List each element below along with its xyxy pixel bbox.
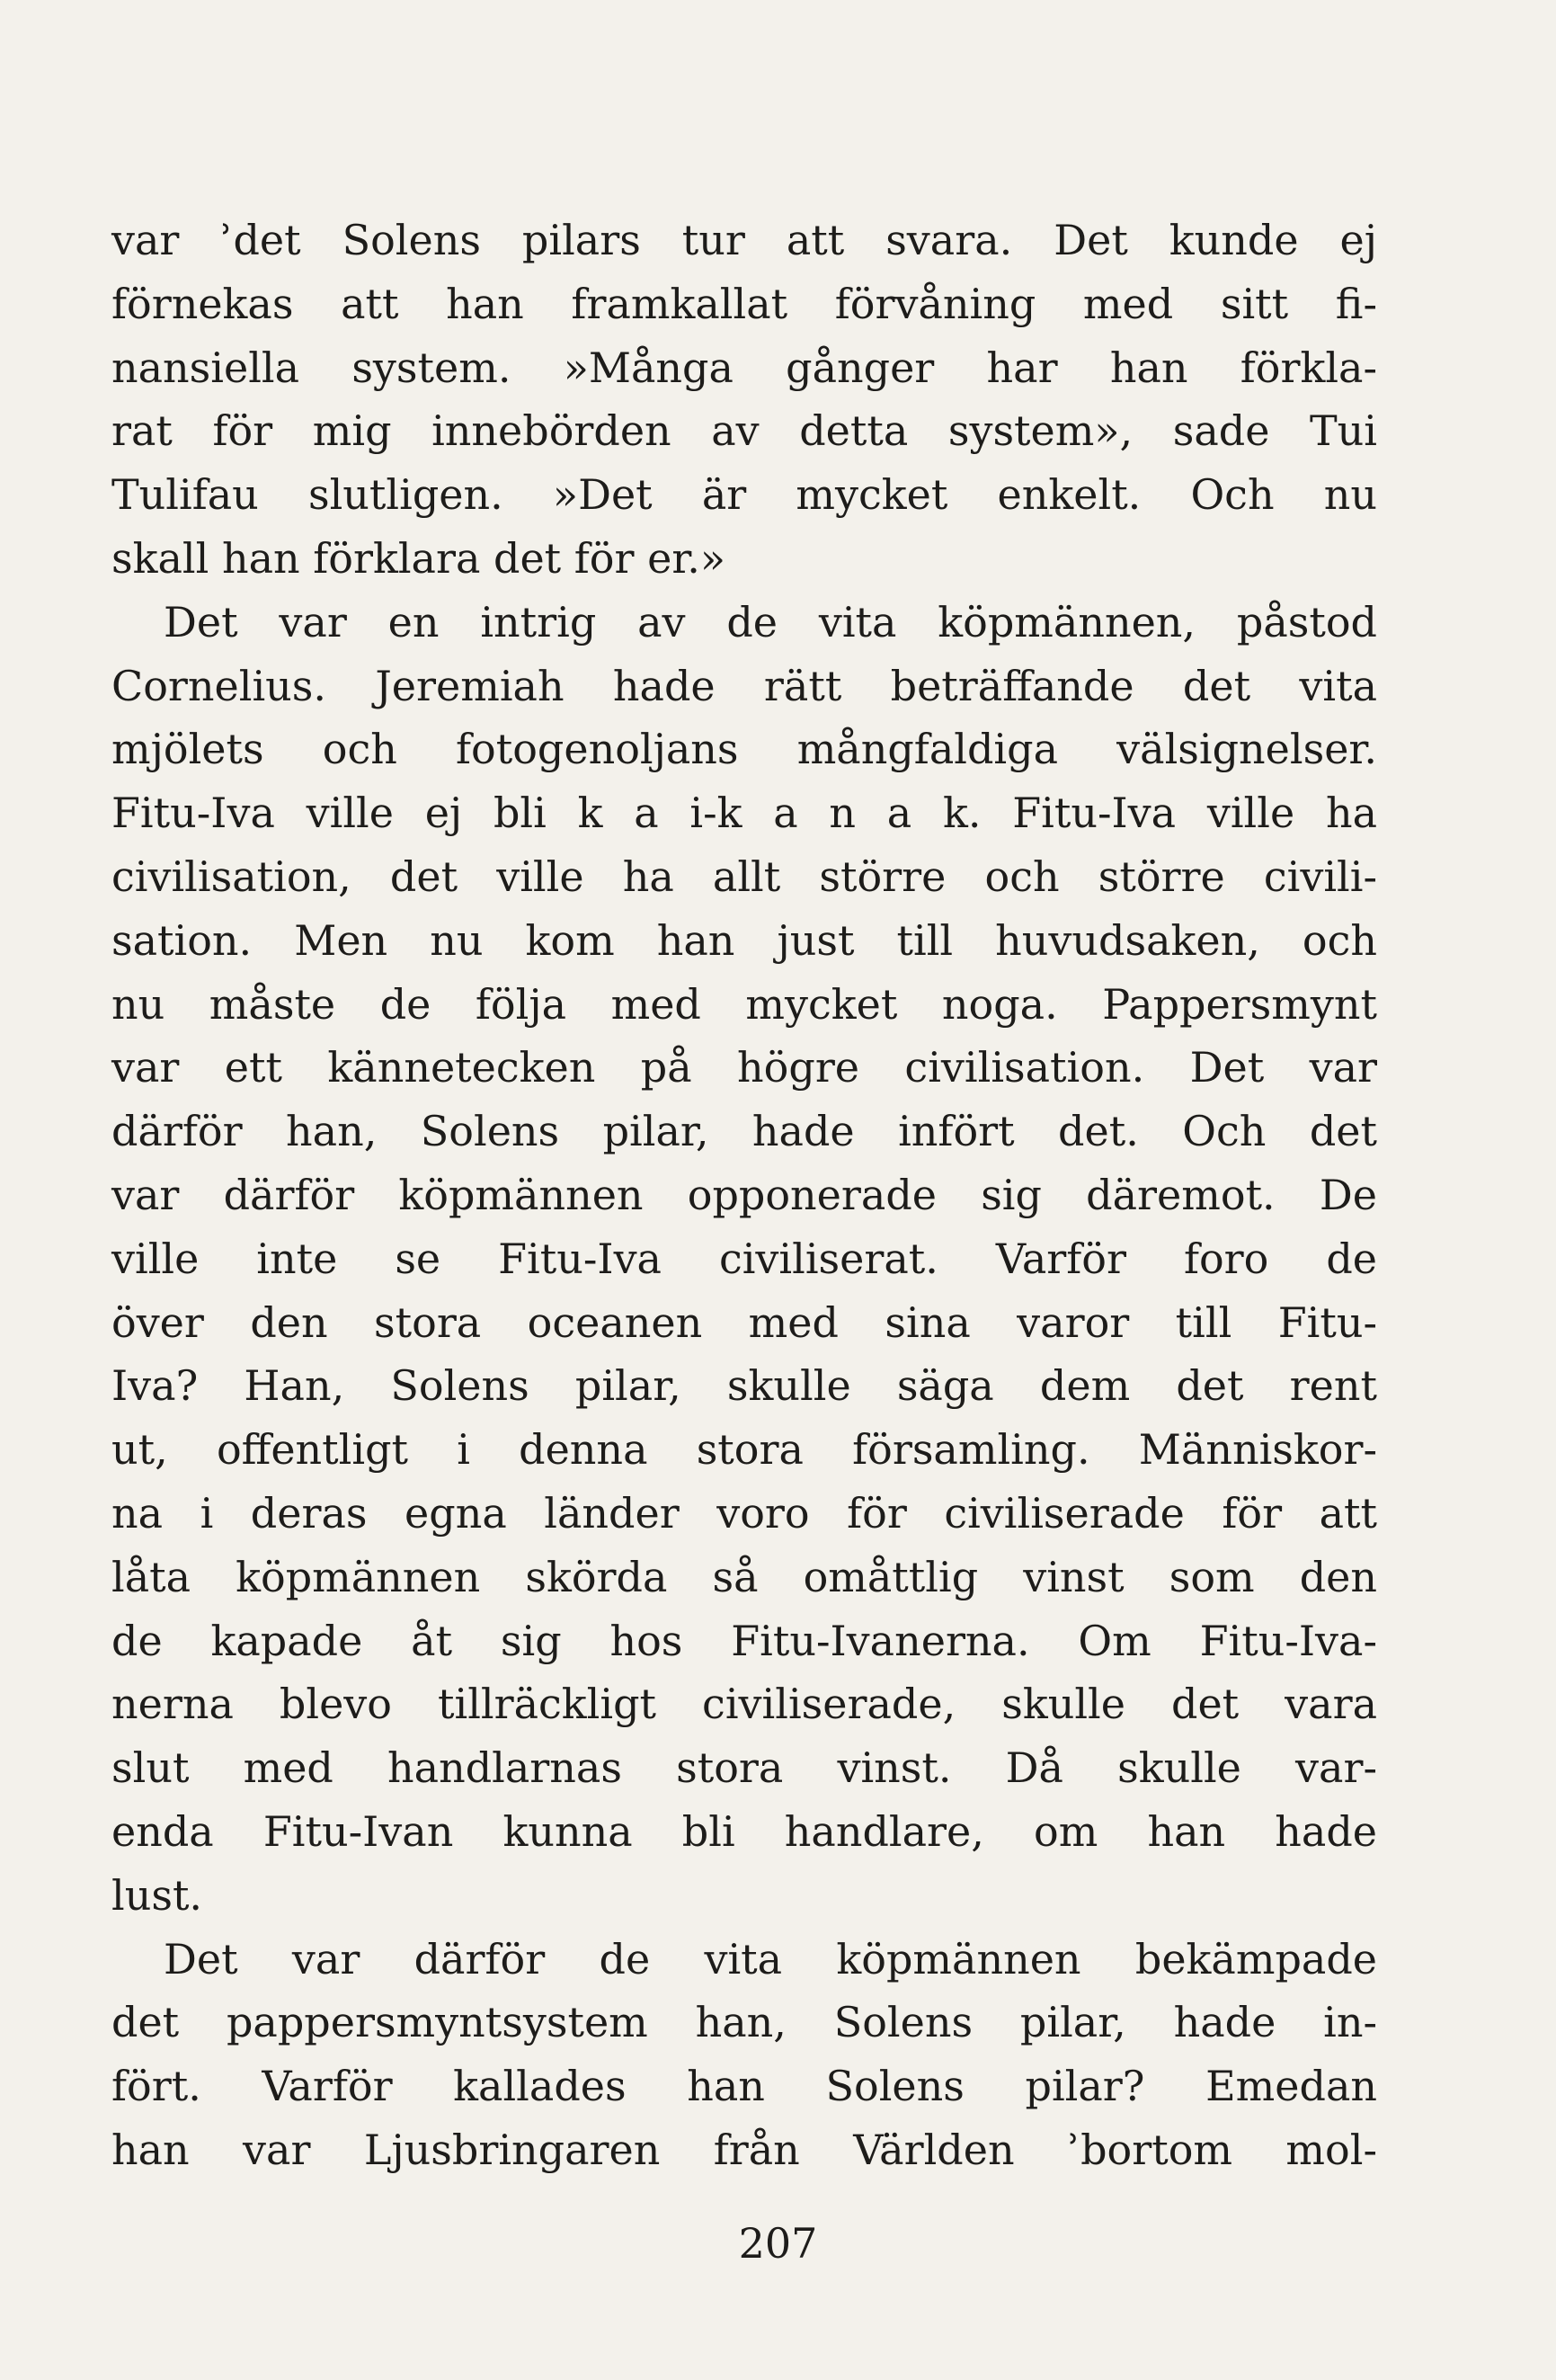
- text-line: fört. Varför kallades han Solens pilar? Emedan: [111, 2062, 1377, 2111]
- text-line: det pappersmyntsystem han, Solens pilar, hade in-: [111, 1998, 1377, 2047]
- text-line: civilisation, det ville ha allt större och större civili-: [111, 851, 1377, 901]
- text-line: Cornelius. Jeremiah hade rätt beträffande det vita: [111, 661, 1377, 710]
- text-line: Det var därför de vita köpmännen bekämpade: [164, 1934, 1377, 1983]
- text-line: ville inte se Fitu-Iva civiliserat. Varför foro de: [111, 1234, 1377, 1283]
- text-line: mjölets och fotogenoljans mångfaldiga välsignelser.: [111, 725, 1377, 774]
- body-text: [111, 209, 1377, 2182]
- text-line: Det var en intrig av de vita köpmännen, påstod: [164, 597, 1377, 646]
- text-line: han var Ljusbringaren från Världen ʾbortom mol-: [111, 2125, 1377, 2174]
- text-line: lust.: [111, 1870, 203, 1920]
- text-line: Fitu-Iva ville ej bli k a i-k a n a k. Fitu-Iva ville ha: [111, 789, 1377, 838]
- text-line: de kapade åt sig hos Fitu-Ivanerna. Om Fitu-Iva-: [111, 1616, 1377, 1665]
- text-line: var ett kännetecken på högre civilisation. Det var: [111, 1043, 1377, 1092]
- text-line: förnekas att han framkallat förvåning med sitt fi-: [111, 279, 1377, 328]
- text-line: enda Fitu-Ivan kunna bli handlare, om han hade: [111, 1806, 1377, 1856]
- text-line: nerna blevo tillräckligt civiliserade, skulle det vara: [111, 1680, 1377, 1729]
- text-line: Iva? Han, Solens pilar, skulle säga dem det rent: [111, 1361, 1377, 1411]
- text-line: na i deras egna länder voro för civiliserade för att: [111, 1488, 1377, 1538]
- text-line: nansiella system. »Många gånger har han förkla-: [111, 343, 1377, 392]
- page-number: 207: [738, 2219, 818, 2268]
- text-line: var därför köpmännen opponerade sig däremot. De: [111, 1170, 1377, 1219]
- text-line: sation. Men nu kom han just till huvudsaken, och: [111, 915, 1377, 965]
- text-line: slut med handlarnas stora vinst. Då skulle var-: [111, 1743, 1377, 1793]
- text-line: över den stora oceanen med sina varor till Fitu-: [111, 1297, 1377, 1347]
- text-line: Tulifau slutligen. »Det är mycket enkelt. Och nu: [111, 470, 1377, 520]
- text-line: rat för mig innebörden av detta system», sade Tui: [111, 406, 1377, 456]
- text-line: därför han, Solens pilar, hade infört det. Och det: [111, 1107, 1377, 1156]
- text-line: skall han förklara det för er.»: [111, 533, 726, 583]
- text-line: ut, offentligt i denna stora församling. Människor-: [111, 1425, 1377, 1475]
- text-line: låta köpmännen skörda så omåttlig vinst som den: [111, 1552, 1377, 1601]
- text-line: var ʾdet Solens pilars tur att svara. Det kunde ej: [111, 216, 1377, 264]
- text-line: nu måste de följa med mycket noga. Pappersmynt: [111, 979, 1377, 1029]
